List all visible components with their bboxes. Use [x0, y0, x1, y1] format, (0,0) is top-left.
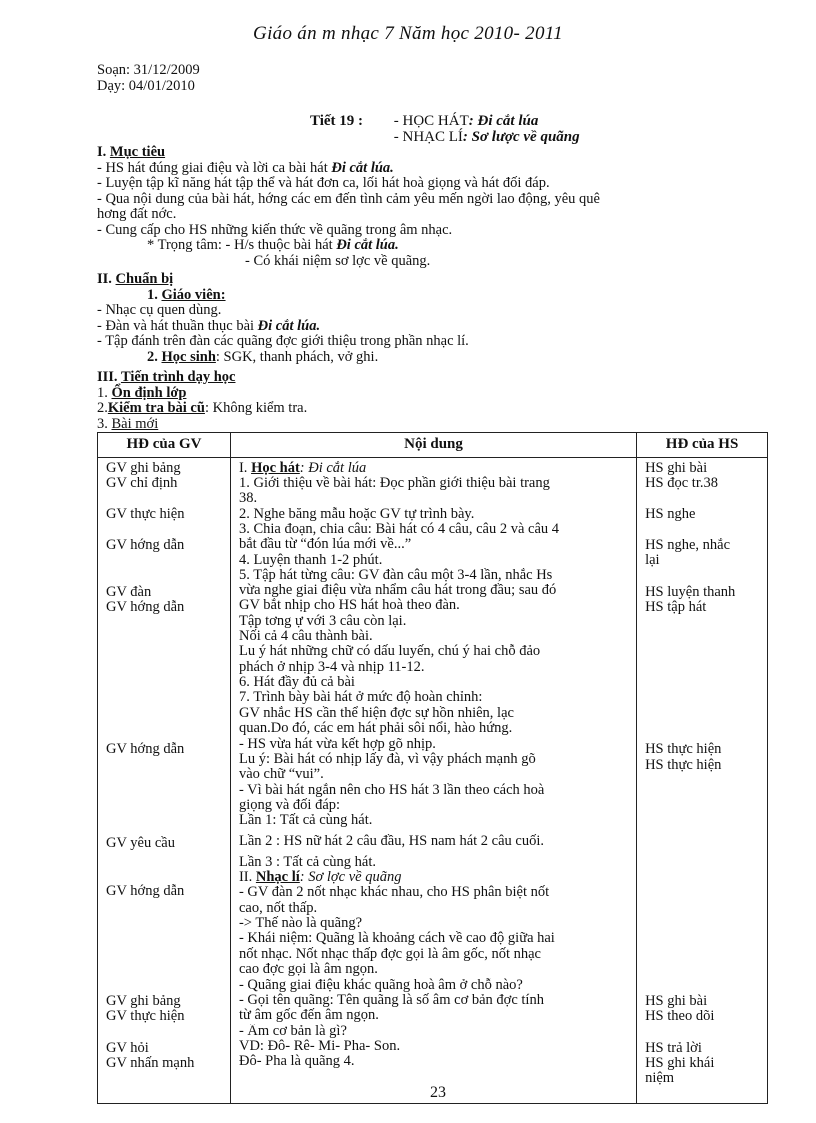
hs-item: HS luyện thanh	[645, 584, 736, 600]
content-line: quan.Do đó, các em hát phải sôi nổi, hào hứng.	[238, 721, 513, 736]
content-line: 1. Giới thiệu về bài hát: Đọc phần giới thiệu bài trang	[238, 476, 550, 491]
content-line: - GV đàn 2 nốt nhạc khác nhau, cho HS phân biệt nốt	[238, 885, 550, 900]
lesson-part1-label: - HỌC HÁT	[393, 113, 469, 129]
gv-item: GV yêu cầu	[106, 835, 175, 851]
section-procedure	[97, 370, 777, 432]
teaching-date: Dạy: 04/01/2010	[97, 78, 195, 94]
content-line: 3. Chia đoạn, chia câu: Bài hát có 4 câu, câu 2 và câu 4	[238, 522, 560, 537]
lesson-part1-title: : Đi cắt lúa	[468, 113, 539, 129]
content-line: Lu ý hát những chữ có dấu luyến, chú ý hai chỗ đảo	[238, 644, 541, 659]
content-line: 4. Luyện thanh 1-2 phút.	[238, 553, 383, 568]
gv-item: GV chỉ định	[106, 475, 178, 491]
student-subheading: 2. Học sinh: SGK, thanh phách, vở ghi.	[147, 348, 379, 365]
hs-item: HS nghe	[645, 506, 696, 522]
content-line: Lu ý: Bài hát có nhịp lấy đà, vì vậy phách mạnh gõ	[238, 752, 536, 767]
section-preparation	[97, 272, 777, 365]
page-header: Giáo án m nhạc 7 Năm học 2010- 2011	[253, 23, 563, 44]
content-line: Nối cả 4 câu thành bài.	[238, 629, 373, 644]
gv-item: GV ghi bảng	[106, 993, 181, 1009]
content-line: Lần 2 : HS nữ hát 2 câu đầu, HS nam hát 2 câu cuối.	[238, 834, 545, 849]
content-line: cao, nốt thấp.	[238, 901, 318, 916]
hs-item: HS đọc tr.38	[645, 475, 718, 491]
gv-item: GV hỏi	[106, 1040, 149, 1056]
content-line: - Quãng giai điệu khác quãng hoà âm ở chỗ nào?	[238, 978, 523, 993]
content-line: 7. Trình bày bài hát ở mức độ hoàn chỉnh:	[238, 690, 483, 705]
objective-2: - Luyện tập kĩ năng hát tập thể và hát đơn ca, lối hát hoà giọng và hát đối đáp.	[97, 175, 550, 191]
objective-1: - HS hát đúng giai điệu và lời ca bài hát Đi cắt lúa.	[97, 159, 394, 176]
procedure-heading: III. Tiến trình dạy học	[97, 369, 236, 385]
header-content: Nội dung	[230, 433, 636, 458]
content-line: Đô- Pha là quãng 4.	[238, 1054, 355, 1069]
gv-item: GV hớng dẫn	[106, 537, 185, 553]
content-line: từ âm gốc đến âm ngọn.	[238, 1008, 379, 1023]
hs-item: lại	[645, 552, 660, 568]
content-line: Lần 3 : Tất cả cùng hát.	[238, 855, 376, 870]
lesson-number: Tiết 19 :	[310, 113, 364, 129]
prep-2: - Đàn và hát thuần thục bài Đi cắt lúa.	[97, 317, 321, 334]
hs-item: HS tập hát	[645, 599, 707, 615]
hs-item: HS ghi bài	[645, 993, 708, 1009]
step-2: 2.Kiểm tra bài cũ: Không kiểm tra.	[97, 400, 308, 416]
header-teacher-activity: HĐ của GV	[98, 433, 231, 458]
objective-3-cont: hơng đất nớc.	[97, 206, 177, 222]
content-line: vừa nghe giai điệu vừa nhẩm câu hát trong đầu; sau đó	[238, 583, 557, 598]
content-line: - Khái niệm: Quãng là khoảng cách về cao độ giữa hai	[238, 931, 555, 946]
content-line: -> Thế nào là quãng?	[238, 916, 363, 931]
header-student-activity: HĐ của HS	[637, 433, 768, 458]
content-line: bắt đầu từ “đón lúa mới về...”	[238, 537, 412, 552]
hs-item: HS nghe, nhắc	[645, 537, 731, 553]
content-line: - HS vừa hát vừa kết hợp gõ nhịp.	[238, 737, 436, 752]
objectives-heading: I. Mục tiêu	[97, 144, 166, 160]
content-line: - Âm cơ bản là gì?	[238, 1024, 347, 1039]
hs-item: HS ghi khái	[645, 1055, 715, 1071]
content-cell	[230, 458, 636, 1104]
hs-item: HS theo dõi	[645, 1008, 715, 1024]
content-line: nốt nhạc. Nốt nhạc thấp đợc gọi là âm gốc, nốt nhạc	[238, 947, 541, 962]
prepared-date: Soạn: 31/12/2009	[97, 62, 200, 78]
content-line: giọng và đối đáp:	[238, 798, 341, 813]
content-line: phách ở nhịp 3-4 và nhịp 11-12.	[238, 660, 425, 675]
content-line: GV bắt nhịp cho HS hát hoà theo đàn.	[238, 598, 460, 613]
lesson-plan-table	[97, 432, 768, 1104]
content-line: GV nhắc HS cần thể hiện đợc sự hồn nhiên, lạc	[238, 706, 514, 721]
content-line: - Gọi tên quãng: Tên quãng là số âm cơ bản đợc tính	[238, 993, 544, 1008]
content-line: - Vì bài hát ngắn nên cho HS hát 3 lần theo cách hoà	[238, 783, 545, 798]
hs-item: HS thực hiện	[645, 741, 722, 757]
content-line: I. Học hát: Đi cắt lúa	[238, 461, 367, 476]
objective-4: - Cung cấp cho HS những kiến thức về quãng trong âm nhạc.	[97, 221, 453, 238]
section-objectives	[97, 145, 777, 269]
hs-item: HS ghi bài	[645, 460, 708, 476]
teacher-subheading: 1. Giáo viên:	[147, 286, 226, 303]
gv-item: GV hớng dẫn	[106, 741, 185, 757]
prep-1: - Nhạc cụ quen dùng.	[97, 302, 222, 318]
page-number: 23	[430, 1084, 446, 1101]
hs-item: niệm	[645, 1070, 675, 1086]
content-line: 6. Hát đầy đủ cả bài	[238, 675, 355, 690]
lesson-part2-label: - NHẠC LÍ	[393, 129, 463, 145]
content-line: 2. Nghe băng mẫu hoặc GV tự trình bày.	[238, 507, 475, 522]
step-3: 3. Bài mới	[97, 415, 159, 432]
gv-item: GV hớng dẫn	[106, 599, 185, 615]
hs-item: HS trả lời	[645, 1040, 702, 1056]
content-line: Tập tơng ự với 3 câu còn lại.	[238, 614, 407, 629]
gv-item: GV hớng dẫn	[106, 883, 185, 899]
prep-3: - Tập đánh trên đàn các quãng đợc giới thiệu trong phần nhạc lí.	[97, 333, 469, 349]
dates-block	[97, 62, 200, 94]
focus-1: * Trọng tâm: - H/s thuộc bài hát Đi cắt lúa.	[147, 237, 399, 253]
objective-3: - Qua nội dung của bài hát, hớng các em đến tình cảm yêu mến ngời lao động, yêu quê	[97, 190, 600, 207]
content-line: Lần 1: Tất cả cùng hát.	[238, 813, 373, 828]
gv-item: GV thực hiện	[106, 1008, 185, 1024]
content-line: vào chữ “vui”.	[238, 767, 324, 782]
focus-2: - Có khái niệm sơ lợc về quãng.	[245, 252, 431, 269]
gv-item: GV nhấn mạnh	[106, 1055, 195, 1071]
step-1: 1. Ổn định lớp	[97, 384, 187, 401]
content-line: 38.	[238, 491, 258, 506]
teacher-activity-cell	[98, 458, 231, 1104]
lesson-part2-title: : Sơ lược về quãng	[462, 129, 580, 145]
content-line: II. Nhạc lí: Sơ lợc về quãng	[238, 870, 402, 885]
lesson-heading	[310, 113, 580, 145]
student-activity-cell	[637, 458, 768, 1104]
content-line: cao đợc gọi là âm ngọn.	[238, 962, 378, 977]
gv-item: GV thực hiện	[106, 506, 185, 522]
gv-item: GV đàn	[106, 584, 152, 600]
content-line: VD: Đô- Rê- Mi- Pha- Son.	[238, 1039, 401, 1054]
hs-item: HS thực hiện	[645, 757, 722, 773]
preparation-heading: II. Chuẩn bị	[97, 271, 174, 287]
gv-item: GV ghi bảng	[106, 460, 181, 476]
content-line: 5. Tập hát từng câu: GV đàn câu một 3-4 lần, nhắc Hs	[238, 568, 553, 583]
